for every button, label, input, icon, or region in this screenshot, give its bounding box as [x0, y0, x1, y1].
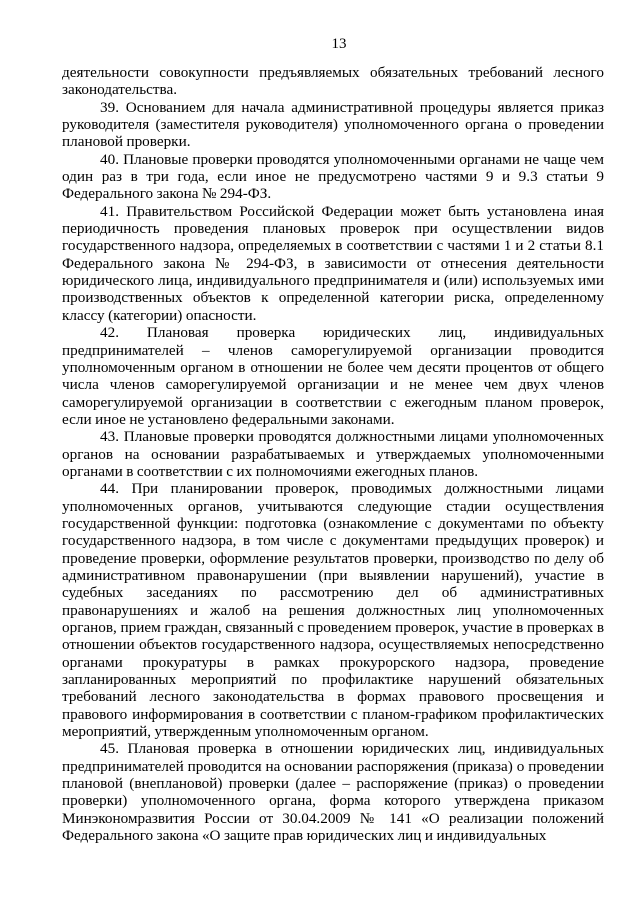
paragraph-42: 42. Плановая проверка юридических лиц, индивидуальных предпринимателей – членов саморегулируемой организации проводится уполномоченным органом в отношении не более чем десяти процентов от общего числа членов саморегулируемой организации и не менее чем двух членов саморегулируемой организации в соответствии с ежегодным планом проверок, если иное не установлено федеральными законами.: [62, 324, 604, 428]
paragraph-44: 44. При планировании проверок, проводимых должностными лицами уполномоченных органов, учитываются следующие стадии осуществления государственной функции: подготовка (ознакомление с документами по объекту государственного надзора, в том числе с документами предыдущих проверок) и проведение проверки, оформление результатов проверки, производство по делу об административном правонарушении (при выявлении нарушений), участие в судебных заседаниях по рассмотрению дел об административных правонарушениях и жалоб на решения должностных лиц уполномоченных органов, прием граждан, связанный с проведением проверок, участие в проверках в отношении объектов государственного надзора, осуществляемых непосредственно органами прокуратуры в рамках прокурорского надзора, проведение запланированных мероприятий по профилактике нарушений обязательных требований лесного законодательства в формах правового просвещения и правового информирования в соответствии с планом-графиком профилактических мероприятий, утвержденным уполномоченным органом.: [62, 480, 604, 741]
paragraph-43: 43. Плановые проверки проводятся должностными лицами уполномоченных органов на основании разрабатываемых и утверждаемых уполномоченными органами в соответствии с их полномочиями ежегодных планов.: [62, 428, 604, 480]
paragraph-41: 41. Правительством Российской Федерации может быть установлена иная периодичность проведения плановых проверок при осуществлении видов государственного надзора, определяемых в соответствии с частями 1 и 2 статьи 8.1 Федерального закона № 294-ФЗ, в зависимости от отнесения деятельности юридического лица, индивидуального предпринимателя и (или) используемых ими производственных объектов к определенной категории риска, определенному классу (категории) опасности.: [62, 202, 604, 324]
paragraph-40: 40. Плановые проверки проводятся уполномоченными органами не чаще чем один раз в три года, если иное не предусмотрено частями 9 и 9.3 статьи 9 Федерального закона № 294-ФЗ.: [62, 150, 604, 203]
paragraph-continuation: деятельности совокупности предъявляемых обязательных требований лесного законодательства.: [62, 64, 604, 99]
paragraph-39: 39. Основанием для начала административной процедуры является приказ руководителя (заместителя руководителя) уполномоченного органа о проведении плановой проверки.: [62, 98, 604, 151]
page-number: 13: [331, 36, 347, 52]
paragraph-45: 45. Плановая проверка в отношении юридических лиц, индивидуальных предпринимателей проводится на основании распоряжения (приказа) о проведении плановой (внеплановой) проверки (далее – распоряжение (приказ) о проведении проверки) уполномоченного органа, форма которого утверждена приказом Минэкономразвития России от 30.04.2009 № 141 «О реализации положений Федерального закона «О защите прав юридических лиц и индивидуальных: [62, 740, 604, 845]
